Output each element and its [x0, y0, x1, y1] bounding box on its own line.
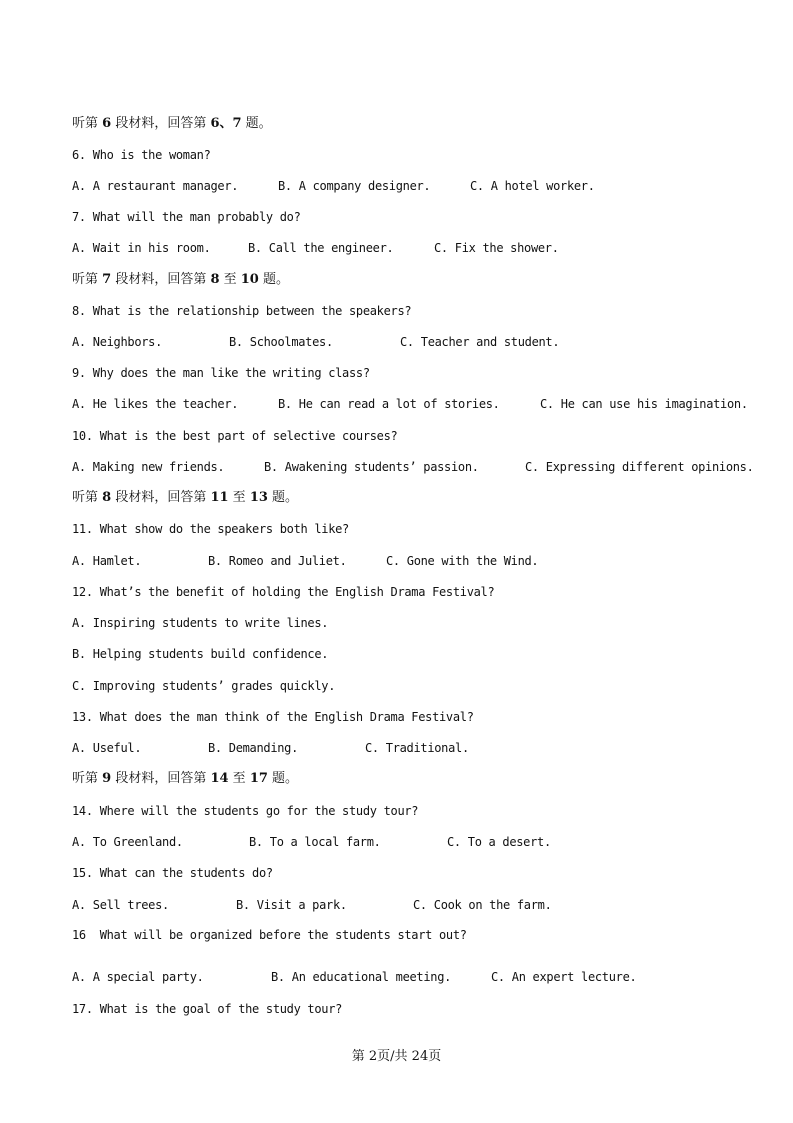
option-b: B. A company designer. — [278, 179, 431, 193]
option-c: C. A hotel worker. — [470, 179, 595, 193]
option-b: B. An educational meeting. — [271, 970, 452, 984]
option-12b: B. Helping students build confidence. — [72, 647, 329, 661]
options-15 — [72, 897, 552, 913]
option-c: C. To a desert. — [447, 835, 551, 849]
section-heading-7: 听第 7 段材料，回答第 8 至 10 题。 — [72, 272, 289, 287]
options-16 — [72, 969, 636, 985]
option-12c: C. Improving students’ grades quickly. — [72, 679, 336, 693]
option-a: A. A special party. — [72, 970, 204, 984]
question-14: 14. Where will the students go for the study tour? — [72, 804, 419, 818]
option-a: A. Hamlet. — [72, 554, 142, 568]
option-c: C. He can use his imagination. — [540, 397, 748, 411]
option-b: B. Demanding. — [208, 741, 299, 755]
option-a: A. A restaurant manager. — [72, 179, 239, 193]
option-a: A. Sell trees. — [72, 898, 169, 912]
page-footer: 第 2页/共 24页 — [351, 1049, 442, 1064]
option-b: B. Awakening students’ passion. — [264, 460, 479, 474]
options-14 — [72, 834, 551, 850]
options-13 — [72, 740, 469, 756]
option-b: B. Visit a park. — [236, 898, 347, 912]
option-a: A. Useful. — [72, 741, 142, 755]
options-8 — [72, 334, 559, 350]
option-12a: A. Inspiring students to write lines. — [72, 616, 329, 630]
option-c: C. Cook on the farm. — [413, 898, 552, 912]
option-a: A. Wait in his room. — [72, 241, 211, 255]
option-b: B. Romeo and Juliet. — [208, 554, 347, 568]
question-7: 7. What will the man probably do? — [72, 210, 301, 224]
question-10: 10. What is the best part of selective courses? — [72, 429, 398, 443]
option-c: C. Gone with the Wind. — [386, 554, 539, 568]
question-16: 16 What will be organized before the students start out? — [72, 928, 467, 942]
question-17: 17. What is the goal of the study tour? — [72, 1002, 343, 1016]
option-c: C. Fix the shower. — [434, 241, 559, 255]
options-10 — [72, 459, 754, 475]
option-a: A. To Greenland. — [72, 835, 183, 849]
option-a: A. Neighbors. — [72, 335, 163, 349]
question-12: 12. What’s the benefit of holding the English Drama Festival? — [72, 585, 495, 599]
options-7 — [72, 240, 559, 256]
options-11 — [72, 553, 538, 569]
question-9: 9. Why does the man like the writing class? — [72, 366, 370, 380]
option-b: B. He can read a lot of stories. — [278, 397, 500, 411]
option-b: B. To a local farm. — [249, 835, 381, 849]
question-8: 8. What is the relationship between the speakers? — [72, 304, 412, 318]
options-6 — [72, 178, 595, 194]
options-9 — [72, 396, 748, 412]
option-c: C. Expressing different opinions. — [525, 460, 754, 474]
option-c: C. Teacher and student. — [400, 335, 560, 349]
section-heading-9: 听第 9 段材料，回答第 14 至 17 题。 — [72, 771, 299, 786]
option-b: B. Call the engineer. — [248, 241, 394, 255]
question-11: 11. What show do the speakers both like? — [72, 522, 349, 536]
option-c: C. Traditional. — [365, 741, 469, 755]
option-c: C. An expert lecture. — [491, 970, 637, 984]
section-heading-8: 听第 8 段材料，回答第 11 至 13 题。 — [72, 490, 299, 505]
question-6: 6. Who is the woman? — [72, 148, 211, 162]
section-heading-6: 听第 6 段材料，回答第 6、7 题。 — [72, 116, 272, 131]
option-b: B. Schoolmates. — [229, 335, 333, 349]
option-a: A. He likes the teacher. — [72, 397, 239, 411]
question-13: 13. What does the man think of the English Drama Festival? — [72, 710, 474, 724]
option-a: A. Making new friends. — [72, 460, 225, 474]
question-15: 15. What can the students do? — [72, 866, 273, 880]
